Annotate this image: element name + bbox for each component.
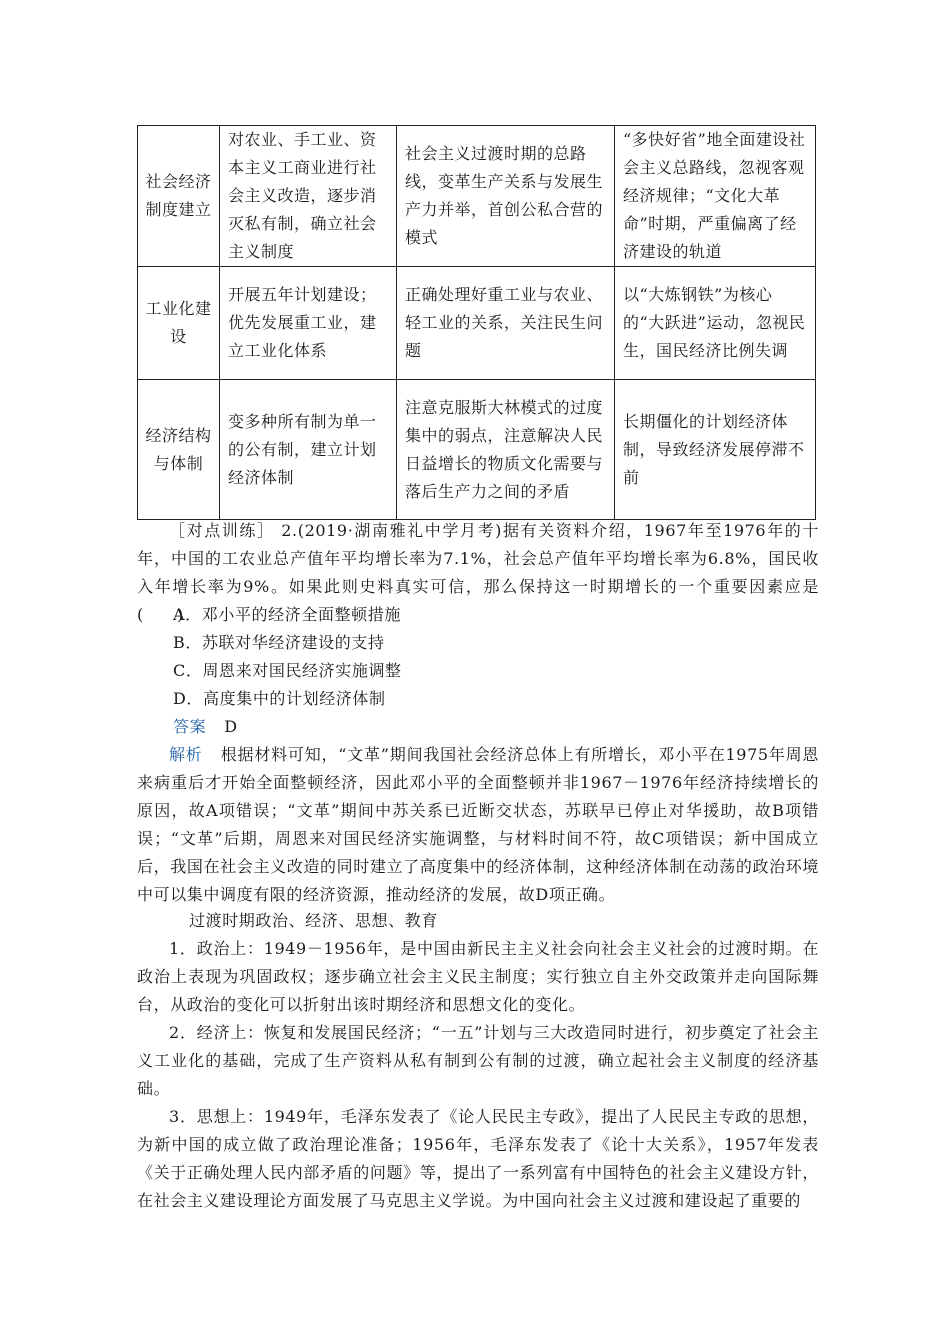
comparison-table [137, 125, 816, 520]
section-item-thought: 3．思想上：1949年，毛泽东发表了《论人民民主专政》，提出了人民民主专政的思想，为新中国的成立做了政治理论准备；1956年，毛泽东发表了《论十大关系》，1957年发表《关于正确处理人民内部矛盾的问题》等，提出了一系列富有中国特色的社会主义建设方针，在社会主义建设理论方面发展了马克思主义学说。为中国向社会主义过渡和建设起了重要的 [137, 1107, 819, 1210]
analysis-paragraph [137, 741, 819, 909]
table-cell: 长期僵化的计划经济体制，导致经济发展停滞不前 [615, 380, 816, 520]
table-row [138, 126, 816, 267]
table-cell: 对农业、手工业、资本主义工商业进行社会主义改造，逐步消灭私有制，确立社会主义制度 [220, 126, 397, 267]
section-item-politics: 1．政治上：1949－1956年，是中国由新民主主义社会向社会主义社会的过渡时期。在政治上表现为巩固政权；逐步确立社会主义民主制度；实行独立自主外交政策并走向国际舞台，从政治的变化可以折射出该时期经济和思想文化的变化。 [137, 939, 819, 1014]
table-cell: “多快好省”地全面建设社会主义总路线，忽视客观经济规律；“文化大革命”时期，严重偏离了经济建设的轨道 [615, 126, 816, 267]
answer-value: D [224, 717, 238, 736]
table-cell: 正确处理好重工业与农业、轻工业的关系，关注民生问题 [397, 267, 615, 380]
analysis-label: 解析 [169, 745, 203, 764]
option-b: B．苏联对华经济建设的支持 [173, 633, 385, 652]
answer-label: 答案 [173, 717, 207, 736]
exercise-tag: ［对点训练］ [169, 521, 275, 540]
question-text: 2.(2019·湖南雅礼中学月考)据有关资料介绍，1967年至1976年的十年，中国的工农业总产值年平均增长率为7.1%，社会总产值年平均增长率为6.8%，国民收入年增长率为9%。如果此则史料真实可信，那么保持这一时期增长的一个重要因素应是( ) [137, 521, 820, 624]
table-cell: 开展五年计划建设；优先发展重工业，建立工业化体系 [220, 267, 397, 380]
table-cell: 注意克服斯大林模式的过度集中的弱点，注意解决人民日益增长的物质文化需要与落后生产力之间的矛盾 [397, 380, 615, 520]
row-topic: 社会经济制度建立 [138, 126, 220, 267]
row-topic: 经济结构与体制 [138, 380, 220, 520]
section-title: 过渡时期政治、经济、思想、教育 [189, 911, 439, 930]
section-item-economy: 2．经济上：恢复和发展国民经济；“一五”计划与三大改造同时进行，初步奠定了社会主义工业化的基础，完成了生产资料从私有制到公有制的过渡，确立起社会主义制度的经济基础。 [137, 1023, 819, 1098]
table-cell: 以“大炼钢铁”为核心的“大跃进”运动，忽视民生，国民经济比例失调 [615, 267, 816, 380]
table-cell: 社会主义过渡时期的总路线，变革生产关系与发展生产力并举，首创公私合营的模式 [397, 126, 615, 267]
row-topic: 工业化建设 [138, 267, 220, 380]
table-row [138, 380, 816, 520]
table-cell: 变多种所有制为单一的公有制，建立计划经济体制 [220, 380, 397, 520]
option-a: A．邓小平的经济全面整顿措施 [173, 605, 401, 624]
option-c: C．周恩来对国民经济实施调整 [173, 661, 402, 680]
answer-line [173, 713, 238, 741]
option-d: D．高度集中的计划经济体制 [173, 689, 386, 708]
table-row [138, 267, 816, 380]
analysis-text: 根据材料可知，“文革”期间我国社会经济总体上有所增长，邓小平在1975年周恩来病重后才开始全面整顿经济，因此邓小平的全面整顿并非1967－1976年经济持续增长的原因，故A项错误；“文革”期间中苏关系已近断交状态，苏联早已停止对华援助，故B项错误；“文革”后期，周恩来对国民经济实施调整，与材料时间不符，故C项错误；新中国成立后，我国在社会主义改造的同时建立了高度集中的经济体制，这种经济体制在动荡的政治环境中可以集中调度有限的经济资源，推动经济的发展，故D项正确。 [137, 745, 819, 904]
